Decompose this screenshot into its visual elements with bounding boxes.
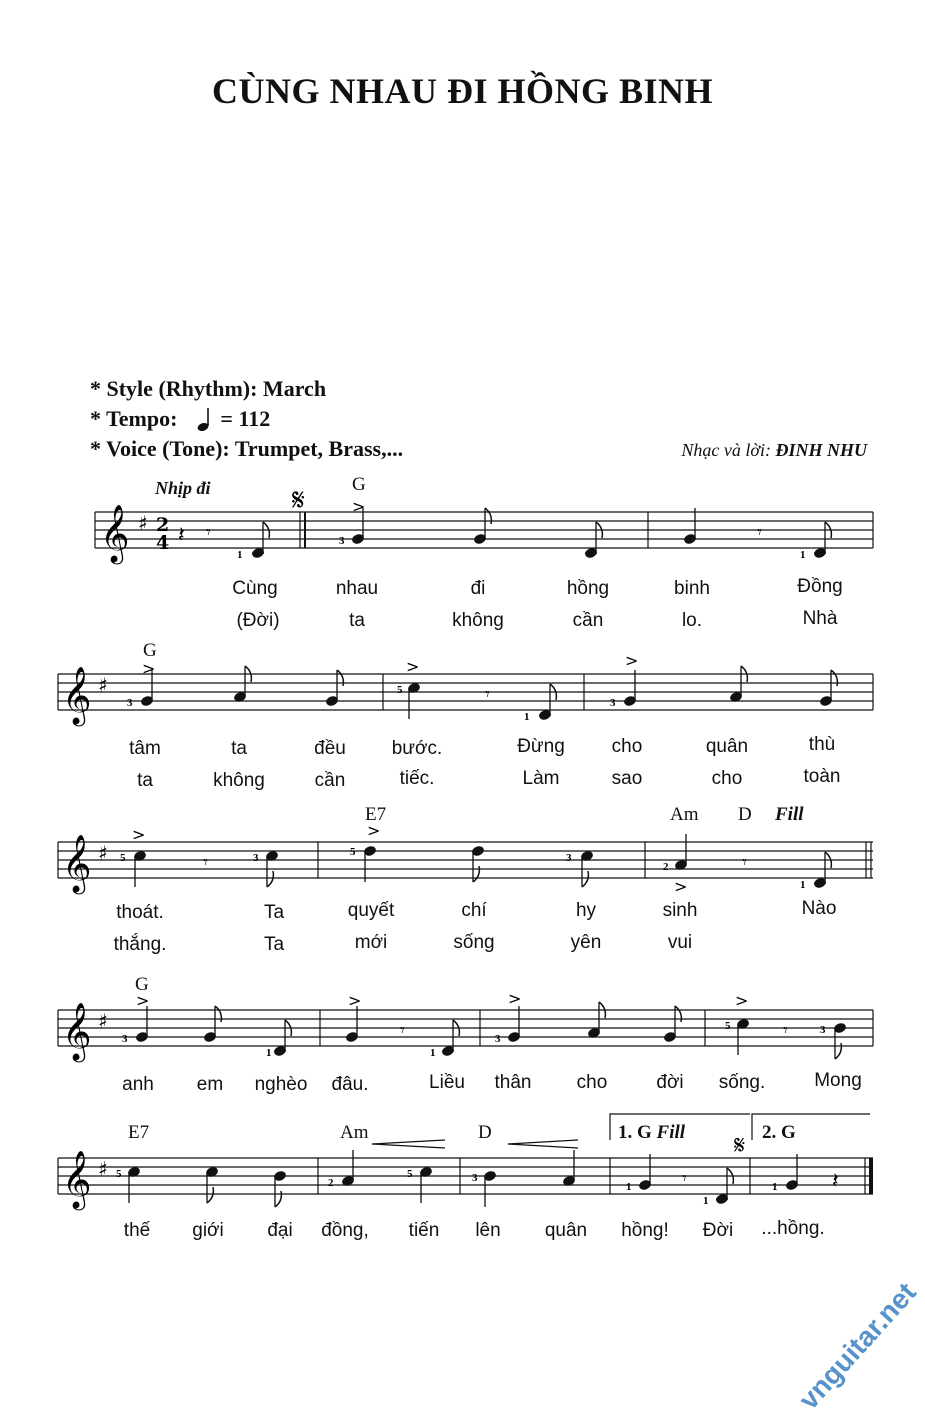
svg-text:5: 5 [350, 846, 356, 858]
svg-text:>: > [625, 651, 639, 670]
svg-text:𝄾: 𝄾 [783, 1020, 788, 1041]
lyric: (Đời) [236, 610, 280, 631]
lyric: ta [137, 770, 153, 791]
svg-text:3: 3 [566, 852, 572, 864]
lyric: không [213, 770, 265, 791]
svg-text:♯: ♯ [138, 511, 148, 535]
svg-text:5: 5 [407, 1168, 413, 1180]
chord-symbol: Am [340, 1122, 369, 1143]
treble-clef-icon: 𝄞 [100, 504, 130, 562]
lyric: Đồng [797, 576, 843, 597]
decrescendo-hairpin [508, 1140, 578, 1148]
voice-line: * Voice (Tone): Trumpet, Brass,... [90, 436, 404, 461]
lyric: thắng. [113, 934, 167, 955]
treble-clef-icon: 𝄞 [62, 1002, 92, 1060]
svg-text:2: 2 [663, 861, 669, 873]
svg-text:>: > [406, 657, 420, 676]
svg-text:𝄾: 𝄾 [203, 852, 208, 873]
lyric: Ta [263, 934, 285, 955]
svg-text:𝄾: 𝄾 [400, 1020, 405, 1041]
treble-clef-icon: 𝄞 [62, 834, 92, 892]
lyric: đại [267, 1220, 293, 1241]
svg-text:>: > [136, 991, 150, 1010]
fill-marking: Fill [775, 804, 804, 825]
lyric: toàn [803, 766, 841, 787]
lyric: Đừng [517, 736, 565, 757]
chord-symbol: E7 [128, 1122, 150, 1143]
svg-text:3: 3 [253, 852, 259, 864]
lyric: thù [808, 734, 836, 755]
lyric: đều [314, 738, 346, 759]
svg-text:>: > [367, 821, 381, 840]
lyric: cho [711, 768, 743, 789]
lyric: Mong [814, 1070, 862, 1091]
svg-text:1: 1 [800, 549, 806, 561]
svg-text:>: > [508, 989, 522, 1008]
composer-credit [681, 440, 867, 461]
svg-text:2: 2 [156, 514, 170, 536]
note [251, 522, 270, 559]
lyric: hồng [566, 578, 610, 599]
lyric: sống. [718, 1072, 766, 1093]
lyric: hy [575, 900, 597, 921]
lyric: yên [570, 932, 602, 953]
svg-text:1: 1 [772, 1181, 778, 1193]
lyric: sinh [662, 900, 698, 921]
svg-text:1: 1 [430, 1047, 436, 1059]
lyric: Làm [522, 768, 560, 789]
svg-text:>: > [132, 825, 146, 844]
svg-text:3: 3 [610, 697, 616, 709]
segno-icon: 𝄋 [292, 483, 305, 518]
svg-text:3: 3 [127, 697, 133, 709]
svg-text:>: > [348, 991, 362, 1010]
lyric: cần [572, 610, 604, 631]
lyric: cho [576, 1072, 608, 1093]
lyric: Ta [263, 902, 285, 923]
chord-symbol: D [738, 804, 752, 825]
lyric: sống [453, 932, 495, 953]
lyric: Nào [801, 898, 837, 919]
chord-symbol: G [135, 974, 149, 995]
svg-text:𝄾: 𝄾 [742, 852, 747, 873]
svg-text:4: 4 [156, 532, 170, 554]
lyric: ta [349, 610, 365, 631]
chord-symbol: Am [670, 804, 699, 825]
lyric: nhau [335, 578, 379, 599]
crescendo-hairpin [372, 1140, 445, 1148]
tempo-marking: Nhịp đi [155, 478, 211, 498]
svg-text:1: 1 [237, 549, 243, 561]
svg-text:♯: ♯ [98, 1157, 108, 1181]
lyric: thân [494, 1072, 532, 1093]
svg-text:1: 1 [524, 711, 530, 723]
segno-icon: 𝄋 [734, 1131, 746, 1161]
chord-symbol: E7 [365, 804, 387, 825]
treble-clef-icon: 𝄞 [62, 1150, 92, 1208]
lyric: quyết [347, 900, 395, 921]
lyric: giới [192, 1220, 224, 1241]
lyric: bước. [391, 738, 443, 759]
svg-text:𝄾: 𝄾 [757, 522, 762, 543]
lyric: đời [656, 1072, 684, 1093]
lyric: lên [475, 1220, 501, 1241]
lyric: vui [667, 932, 693, 953]
svg-text:>: > [735, 991, 749, 1010]
svg-text:3: 3 [122, 1033, 128, 1045]
lyric: thoát. [116, 902, 164, 923]
lyric: đâu. [331, 1074, 369, 1095]
tempo-label: * Tempo: [90, 406, 178, 431]
svg-text:1: 1 [800, 879, 806, 891]
lyric: ...hồng. [761, 1218, 825, 1239]
quarter-note-icon [197, 406, 215, 432]
lyric: ta [231, 738, 247, 759]
lyric: tâm [129, 738, 161, 759]
lyric: Cùng [232, 578, 278, 599]
svg-text:2: 2 [328, 1177, 334, 1189]
svg-text:1: 1 [266, 1047, 272, 1059]
svg-text:♯: ♯ [98, 673, 108, 697]
svg-text:3: 3 [820, 1024, 826, 1036]
lyric: không [452, 610, 504, 631]
svg-text:>: > [674, 877, 688, 896]
lyric: nghèo [254, 1074, 308, 1095]
svg-text:5: 5 [397, 684, 403, 696]
lyric: mới [354, 932, 388, 953]
svg-text:3: 3 [472, 1172, 478, 1184]
svg-text:5: 5 [116, 1168, 122, 1180]
site-watermark: vnguitar.net [793, 1276, 923, 1416]
lyric: đi [470, 578, 486, 599]
svg-text:𝄾: 𝄾 [206, 522, 211, 543]
svg-text:𝄾: 𝄾 [485, 684, 490, 705]
svg-text:3: 3 [339, 535, 345, 547]
fill-marking: Fill [656, 1122, 686, 1143]
chord-symbol: D [478, 1122, 492, 1143]
svg-text:♯: ♯ [98, 1009, 108, 1033]
lyric: Liều [429, 1072, 465, 1093]
svg-text:5: 5 [120, 852, 126, 864]
svg-text:𝄽: 𝄽 [832, 1169, 839, 1194]
accent-icon: > [352, 497, 366, 516]
lyric: em [196, 1074, 224, 1095]
lyric: tiếc. [399, 768, 435, 789]
svg-text:♯: ♯ [98, 841, 108, 865]
lyric: binh [674, 578, 710, 599]
style-line: * Style (Rhythm): March [90, 376, 327, 401]
lyric: quân [705, 736, 749, 757]
staff-system-3 [0, 804, 925, 968]
lyric: cần [314, 770, 346, 791]
treble-clef-icon: 𝄞 [62, 666, 92, 724]
second-ending-label: 2. G [762, 1122, 796, 1143]
chord-symbol: G [352, 474, 366, 495]
svg-text:𝄾: 𝄾 [682, 1168, 687, 1189]
lyric: sao [611, 768, 643, 789]
staff-system-1 [0, 474, 925, 640]
lyric: lo. [681, 610, 703, 631]
song-title: CÙNG NHAU ĐI HỒNG BINH [211, 71, 714, 111]
composer-name: ĐINH NHU [775, 440, 867, 460]
lyric: hồng! [621, 1220, 669, 1241]
lyric: cho [611, 736, 643, 757]
tempo-value: = 112 [220, 406, 271, 431]
first-ending-label: 1. G [618, 1122, 652, 1143]
lyric: Nhà [802, 608, 838, 629]
staff-system-2 [0, 640, 925, 802]
composer-prefix: Nhạc và lời: [681, 440, 771, 460]
lyric: anh [122, 1074, 154, 1095]
staff-system-5 [0, 1122, 925, 1266]
svg-text:5: 5 [725, 1020, 731, 1032]
svg-text:3: 3 [495, 1033, 501, 1045]
svg-text:1: 1 [703, 1195, 709, 1207]
first-ending [618, 1122, 685, 1144]
svg-text:1: 1 [626, 1181, 632, 1193]
lyric: quân [544, 1220, 588, 1241]
lyric: Đời [702, 1220, 734, 1241]
svg-text:>: > [142, 659, 156, 678]
staff-system-4 [0, 974, 925, 1118]
chord-symbol: G [143, 640, 157, 661]
lyric: thế [123, 1220, 151, 1241]
lyric: đồng, [321, 1220, 369, 1241]
tempo-line [90, 406, 270, 432]
lyric: chí [461, 900, 487, 921]
svg-text:𝄽: 𝄽 [178, 523, 185, 548]
lyric: tiến [408, 1220, 440, 1241]
